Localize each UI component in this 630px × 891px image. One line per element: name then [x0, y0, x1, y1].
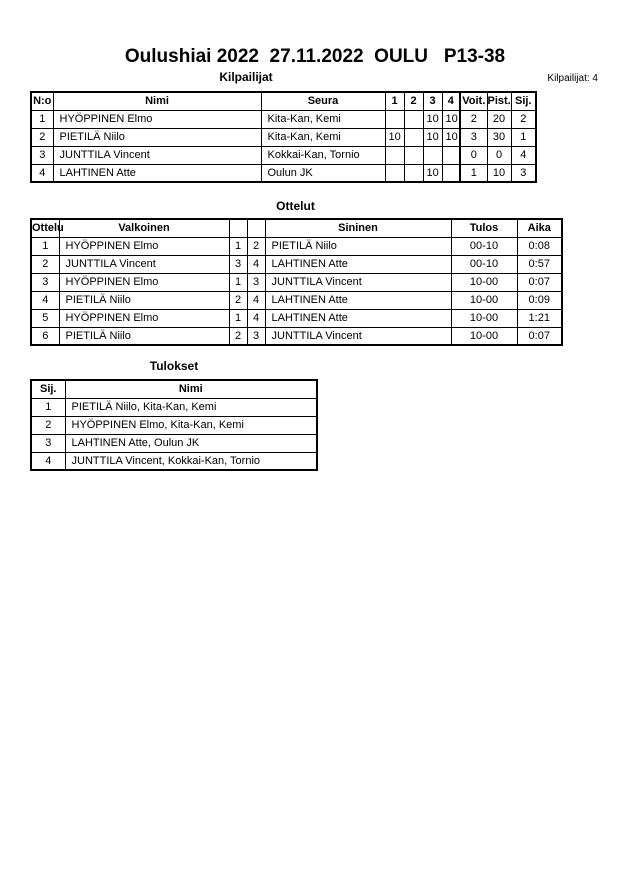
result-rank: 2	[31, 416, 65, 434]
score-vs-2	[404, 164, 423, 182]
competitor-club: Kita-Kan, Kemi	[261, 128, 385, 146]
result-row	[31, 452, 317, 470]
competitors-section-header	[0, 70, 630, 87]
competitor-points: 30	[487, 128, 511, 146]
white-player: HYÖPPINEN Elmo	[59, 273, 229, 291]
score-vs-4	[442, 146, 460, 164]
white-player-no: 3	[229, 255, 247, 273]
results-section-label: Tulokset	[149, 359, 199, 373]
competitor-club: Oulun JK	[261, 164, 385, 182]
competitor-wins: 2	[460, 110, 487, 128]
score-vs-2	[404, 128, 423, 146]
score-vs-3: 10	[423, 128, 442, 146]
score-vs-2	[404, 146, 423, 164]
col-header-blue-no	[247, 219, 265, 237]
competitor-name: HYÖPPINEN Elmo	[53, 110, 261, 128]
score-vs-3: 10	[423, 164, 442, 182]
match-time: 0:57	[517, 255, 562, 273]
competitor-row	[31, 128, 536, 146]
score-vs-1: 10	[385, 128, 404, 146]
blue-player: LAHTINEN Atte	[265, 291, 451, 309]
score-vs-4	[442, 164, 460, 182]
match-result: 00-10	[451, 237, 517, 255]
match-no: 5	[31, 309, 59, 327]
results-header-row	[31, 380, 317, 398]
competitor-no: 2	[31, 128, 53, 146]
match-result: 10-00	[451, 327, 517, 345]
white-player-no: 2	[229, 291, 247, 309]
result-rank: 3	[31, 434, 65, 452]
match-row	[31, 291, 562, 309]
col-header-opp3: 3	[423, 92, 442, 110]
match-time: 0:07	[517, 327, 562, 345]
result-name: PIETILÄ Niilo, Kita-Kan, Kemi	[65, 398, 317, 416]
competitor-name: JUNTTILA Vincent	[53, 146, 261, 164]
score-vs-1	[385, 164, 404, 182]
competitor-row	[31, 164, 536, 182]
white-player: JUNTTILA Vincent	[59, 255, 229, 273]
white-player: PIETILÄ Niilo	[59, 291, 229, 309]
blue-player: LAHTINEN Atte	[265, 255, 451, 273]
competitors-table	[30, 91, 537, 183]
match-time: 0:07	[517, 273, 562, 291]
match-result: 10-00	[451, 309, 517, 327]
white-player-no: 1	[229, 273, 247, 291]
blue-player: LAHTINEN Atte	[265, 309, 451, 327]
match-row	[31, 237, 562, 255]
result-rank: 4	[31, 452, 65, 470]
page-title: Oulushiai 2022 27.11.2022 OULU P13-38	[124, 46, 506, 67]
competitor-row	[31, 110, 536, 128]
competitor-club: Kokkai-Kan, Tornio	[261, 146, 385, 164]
col-header-time: Aika	[517, 219, 562, 237]
match-no: 2	[31, 255, 59, 273]
col-header-name: Nimi	[65, 380, 317, 398]
competitor-rank: 2	[511, 110, 536, 128]
blue-player-no: 3	[247, 273, 265, 291]
result-name: LAHTINEN Atte, Oulun JK	[65, 434, 317, 452]
col-header-wins: Voit.	[460, 92, 487, 110]
competitor-points: 10	[487, 164, 511, 182]
match-no: 4	[31, 291, 59, 309]
match-row	[31, 273, 562, 291]
match-row	[31, 327, 562, 345]
match-no: 3	[31, 273, 59, 291]
col-header-rank: Sij.	[31, 380, 65, 398]
blue-player-no: 2	[247, 237, 265, 255]
result-row	[31, 416, 317, 434]
result-rank: 1	[31, 398, 65, 416]
score-vs-3	[423, 146, 442, 164]
score-vs-3: 10	[423, 110, 442, 128]
col-header-white-no	[229, 219, 247, 237]
match-result: 10-00	[451, 291, 517, 309]
competitor-wins: 3	[460, 128, 487, 146]
blue-player-no: 4	[247, 291, 265, 309]
matches-header-row	[31, 219, 562, 237]
col-header-club: Seura	[261, 92, 385, 110]
match-time: 0:08	[517, 237, 562, 255]
competitor-points: 0	[487, 146, 511, 164]
competitor-row	[31, 146, 536, 164]
matches-section-label: Ottelut	[276, 199, 315, 213]
blue-player: PIETILÄ Niilo	[265, 237, 451, 255]
competitor-points: 20	[487, 110, 511, 128]
col-header-opp1: 1	[385, 92, 404, 110]
blue-player: JUNTTILA Vincent	[265, 327, 451, 345]
col-header-match: Ottelu	[31, 219, 59, 237]
result-name: HYÖPPINEN Elmo, Kita-Kan, Kemi	[65, 416, 317, 434]
col-header-points: Pist.	[487, 92, 511, 110]
col-header-blue: Sininen	[265, 219, 451, 237]
col-header-opp2: 2	[404, 92, 423, 110]
col-header-rank: Sij.	[511, 92, 536, 110]
score-vs-4: 10	[442, 110, 460, 128]
white-player: HYÖPPINEN Elmo	[59, 309, 229, 327]
competitor-rank: 1	[511, 128, 536, 146]
score-vs-1	[385, 110, 404, 128]
competitor-no: 1	[31, 110, 53, 128]
result-name: JUNTTILA Vincent, Kokkai-Kan, Tornio	[65, 452, 317, 470]
competitor-no: 3	[31, 146, 53, 164]
match-no: 1	[31, 237, 59, 255]
col-header-white: Valkoinen	[59, 219, 229, 237]
blue-player-no: 3	[247, 327, 265, 345]
white-player: PIETILÄ Niilo	[59, 327, 229, 345]
blue-player: JUNTTILA Vincent	[265, 273, 451, 291]
match-time: 1:21	[517, 309, 562, 327]
col-header-name: Nimi	[53, 92, 261, 110]
col-header-result: Tulos	[451, 219, 517, 237]
white-player: HYÖPPINEN Elmo	[59, 237, 229, 255]
col-header-no: N:o	[31, 92, 53, 110]
competitor-no: 4	[31, 164, 53, 182]
white-player-no: 1	[229, 309, 247, 327]
competitors-header-row	[31, 92, 536, 110]
match-row	[31, 255, 562, 273]
blue-player-no: 4	[247, 309, 265, 327]
competitor-name: LAHTINEN Atte	[53, 164, 261, 182]
match-result: 00-10	[451, 255, 517, 273]
match-time: 0:09	[517, 291, 562, 309]
col-header-opp4: 4	[442, 92, 460, 110]
competitor-club: Kita-Kan, Kemi	[261, 110, 385, 128]
score-vs-2	[404, 110, 423, 128]
competitors-count: Kilpailijat: 4	[547, 73, 598, 84]
competitor-rank: 3	[511, 164, 536, 182]
competitor-wins: 1	[460, 164, 487, 182]
competitor-rank: 4	[511, 146, 536, 164]
results-table	[30, 379, 318, 471]
matches-table	[30, 218, 563, 346]
match-result: 10-00	[451, 273, 517, 291]
result-row	[31, 398, 317, 416]
competitors-section-label: Kilpailijat	[219, 70, 273, 84]
score-vs-1	[385, 146, 404, 164]
white-player-no: 2	[229, 327, 247, 345]
competitor-name: PIETILÄ Niilo	[53, 128, 261, 146]
blue-player-no: 4	[247, 255, 265, 273]
score-vs-4: 10	[442, 128, 460, 146]
result-row	[31, 434, 317, 452]
match-row	[31, 309, 562, 327]
white-player-no: 1	[229, 237, 247, 255]
match-no: 6	[31, 327, 59, 345]
competitor-wins: 0	[460, 146, 487, 164]
